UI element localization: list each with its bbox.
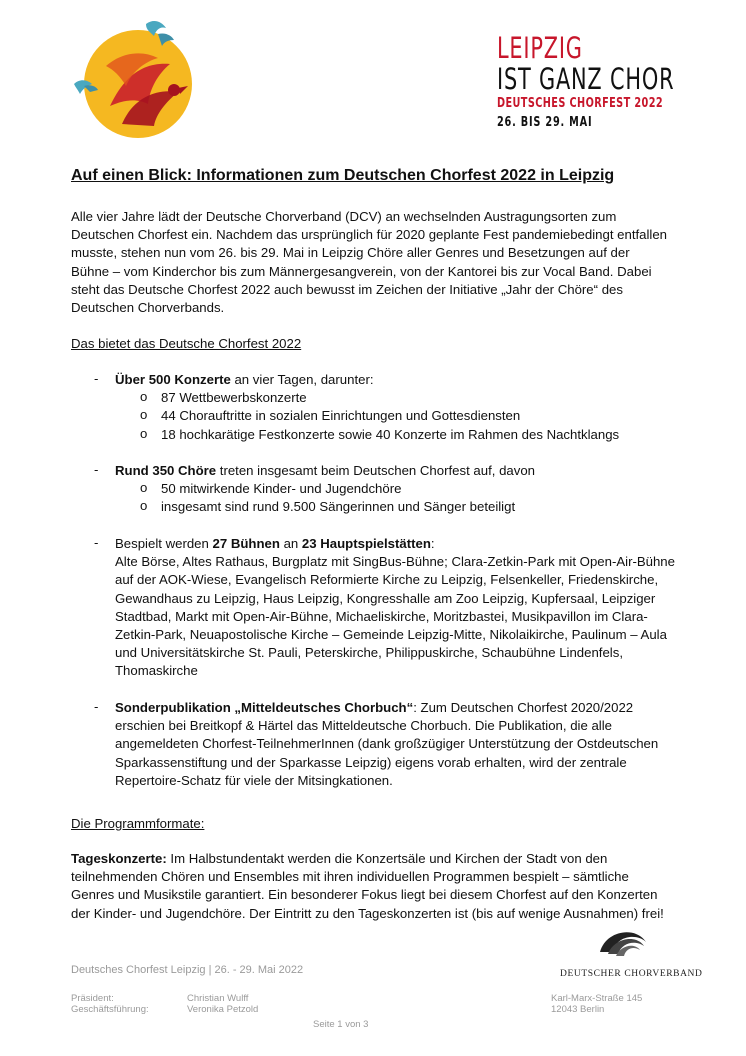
item-text: :: [430, 536, 435, 551]
tageskonzerte-paragraph: [71, 850, 671, 923]
dcv-logo: [560, 922, 703, 979]
sub-item: 18 hochkarätige Festkonzerte sowie 40 Konzerte im Rahmen des Nachtklangs: [161, 427, 620, 442]
item-text: an vier Tagen, darunter:: [230, 372, 374, 387]
item-text: treten insgesamt beim Deutschen Chorfest auf, davon: [216, 463, 535, 478]
footer-event: Deutsches Chorfest Leipzig | 26. - 29. Mai 2022: [71, 964, 304, 976]
footer-label-president: Präsident:: [71, 993, 114, 1004]
item-bold: Sonderpublikation „Mitteldeutsches Chorbuch“: [115, 700, 414, 715]
item-text: Bespielt werden: [115, 536, 213, 551]
circle-bullet: o: [140, 407, 148, 422]
dash-bullet: -: [94, 535, 99, 550]
brand-line-dates: 26. BIS 29. MAI: [497, 113, 593, 130]
festival-bird-logo: [70, 14, 200, 138]
footer-management: Veronika Petzold: [187, 1004, 259, 1015]
sub-item: insgesamt sind rund 9.500 Sängerinnen und Sänger beteiligt: [161, 499, 516, 514]
item-text: Im Halbstundentakt werden die Konzertsäle und Kirchen der Stadt von den teilnehmenden Chören und Ensembles mit ihren individuellen Programmen bespielt – sämtliche Genres und Musikstile garantiert. Ein besonderer Fokus liegt bei diesem Chorfest auf den Konzerten der Kinder- und Jugendchöre. Der Eintritt zu den Tageskonzerten ist (bis auf wenige Ausnahmen) frei!: [71, 851, 664, 921]
item-bold: Rund 350 Chöre: [115, 463, 217, 478]
footer-label-management: Geschäftsführung:: [71, 1004, 149, 1015]
item-text: : Zum Deutschen Chorfest 2020/2022 erschien bei Breitkopf & Härtel das Mitteldeutsche Chorbuch. Die Publikation, die alle angemeldeten Chorfest-TeilnehmerInnen (dank großzügiger Unterstützung der Ostdeutschen Sparkassenstiftung und der Sparkasse Leipzig) eigens vorab erhalten, wird der zentrale Repertoire-Schatz für viele der Mitsingkationen.: [115, 700, 659, 788]
dcv-name: DEUTSCHER CHORVERBAND: [560, 969, 703, 979]
list-item-sonderpublikation: [115, 699, 685, 790]
circle-bullet: o: [140, 480, 148, 495]
brand-line-leipzig: LEIPZIG: [497, 31, 583, 65]
brand-block: [497, 31, 675, 130]
list-item-konzerte: [115, 371, 374, 389]
brand-line-chorfest: DEUTSCHES CHORFEST 2022: [497, 95, 664, 111]
list-item-buehnen: [115, 535, 675, 681]
item-text: an: [279, 536, 302, 551]
dash-bullet: -: [94, 462, 99, 477]
intro-paragraph: Alle vier Jahre lädt der Deutsche Chorverband (DCV) an wechselnden Austragungsorten zum Deutschen Chorfest ein. Nachdem das ursprünglich für 2020 geplante Fest pandemiebedingt entfallen musste, stehen nun vom 26. bis 29. Mai in Leipzig Chöre aller Genres und Besetzungen auf der Bühne – vom Kinderchor bis zum Männergesangverein, von der Kantorei bis zur Vocal Band. Dabei steht das Deutsche Chorfest 2022 auch bewusst im Zeichen der Initiative „Jahr der Chöre“ des Deutschen Chorverbands.: [71, 209, 668, 316]
sub-item: 50 mitwirkende Kinder- und Jugendchöre: [161, 481, 402, 496]
buehnen-intro: [115, 535, 675, 553]
sub-item: 44 Chorauftritte in sozialen Einrichtungen und Gottesdiensten: [161, 408, 521, 423]
footer-street: Karl-Marx-Straße 145: [551, 993, 643, 1004]
item-bold: 27 Bühnen: [212, 536, 280, 551]
footer-page-number: Seite 1 von 3: [313, 1019, 369, 1030]
circle-bullet: o: [140, 426, 148, 441]
item-bold: Tageskonzerte:: [71, 851, 167, 866]
dash-bullet: -: [94, 371, 99, 386]
footer-president: Christian Wulff: [187, 993, 249, 1004]
footer-city: 12043 Berlin: [551, 1004, 605, 1015]
circle-bullet: o: [140, 389, 148, 404]
item-bold: Über 500 Konzerte: [115, 372, 231, 387]
dcv-swirl-icon: [560, 922, 685, 962]
sub-item: 87 Wettbewerbskonzerte: [161, 390, 307, 405]
brand-line-ist-ganz-chor: IST GANZ CHOR: [497, 62, 675, 96]
venue-list: Alte Börse, Altes Rathaus, Burgplatz mit SingBus-Bühne; Clara-Zetkin-Park mit Open-Air-Bühne auf der AOK-Wiese, Evangelisch Reformierte Kirche zu Leipzig, Felsenkeller, Friedenskirche, Gewandhaus zu Leipzig, Haus Leipzig, Kongresshalle am Zoo Leipzig, Kupfersaal, Leipziger Stadtbad, Markt mit Open-Air-Bühne, Michaeliskirche, Moritzbastei, Musikpavillon im Clara-Zetkin-Park, Neuapostolische Kirche – Gemeinde Leipzig-Mitte, Nikolaikirche, Paulinum – Aula und Universitätskirche St. Pauli, Peterskirche, Philippuskirche, Schaubühne Lindenfels, Thomaskirche: [115, 554, 675, 679]
list-item-choere: [115, 462, 535, 480]
section-heading-programm: Die Programmformate:: [71, 816, 205, 831]
item-bold: 23 Hauptspielstätten: [301, 536, 431, 551]
circle-bullet: o: [140, 498, 148, 513]
document-title: Auf einen Blick: Informationen zum Deutschen Chorfest 2022 in Leipzig: [71, 167, 615, 184]
dash-bullet: -: [94, 699, 99, 714]
section-heading-bietet: Das bietet das Deutsche Chorfest 2022: [71, 336, 302, 351]
